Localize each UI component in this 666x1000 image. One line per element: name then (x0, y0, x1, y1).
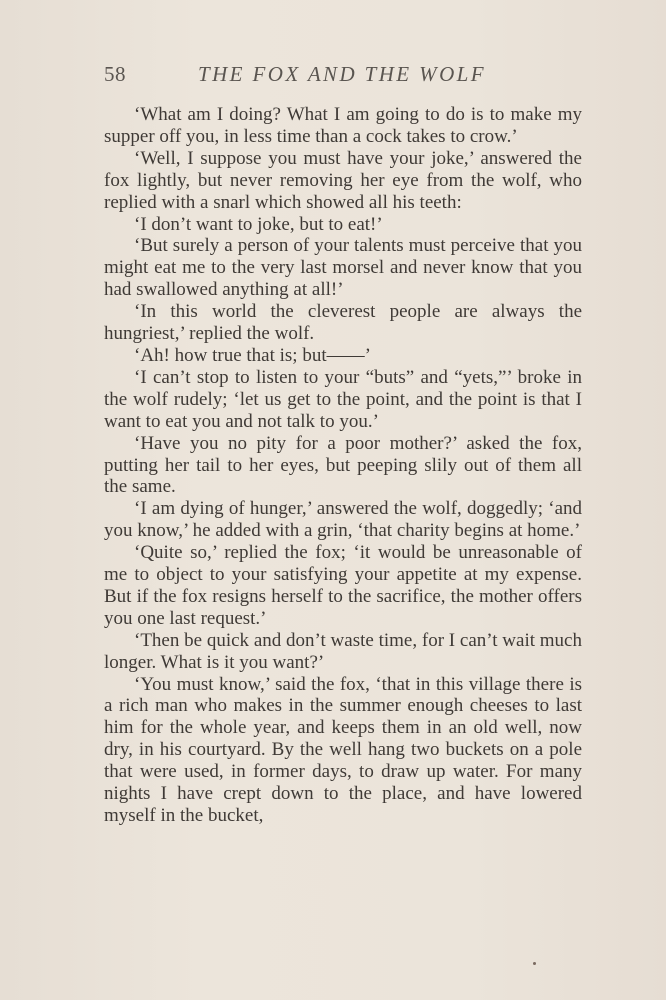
paragraph: ‘You must know,’ said the fox, ‘that in this village there is a rich man who makes in the summer enough cheeses to last him for the whole year, and keeps them in an old well, now dry, in his courtyard. By the well hang two buckets on a pole that were used, in former days, to draw up water. For many nights I have crept down to the place, and have lowered myself in the bucket, (104, 673, 582, 826)
paragraph: ‘But surely a person of your talents must perceive that you might eat me to the very last morsel and never know that you had swallowed anything at all!’ (104, 235, 582, 301)
ink-speck (533, 962, 536, 965)
paragraph: ‘Ah! how true that is; but——’ (134, 344, 371, 366)
paragraph: ‘I don’t want to joke, but to eat!’ (134, 213, 383, 235)
paragraph: ‘Well, I suppose you must have your joke,’ answered the fox lightly, but never removing her eye from the wolf, who replied with a snarl which showed all his teeth: (104, 147, 582, 213)
paragraph: ‘Then be quick and don’t waste time, for I can’t wait much longer. What is it you want?’ (104, 629, 582, 673)
paragraph: ‘What am I doing? What I am going to do is to make my supper off you, in less time than a cock takes to crow.’ (104, 104, 582, 147)
paragraph: ‘Have you no pity for a poor mother?’ asked the fox, putting her tail to her eyes, but peeping slily out of them all the same. (104, 432, 582, 498)
page-header (104, 62, 582, 92)
running-title: THE FOX AND THE WOLF (198, 62, 486, 86)
page-number: 58 (104, 62, 126, 86)
paragraph: ‘Quite so,’ replied the fox; ‘it would be unreasonable of me to object to your satisfying your appetite at my expense. But if the fox resigns herself to the sacrifice, the mother offers you one last request.’ (104, 542, 582, 629)
body-text (104, 104, 582, 827)
paragraph: ‘In this world the cleverest people are always the hungriest,’ replied the wolf. (104, 301, 582, 345)
paragraph: ‘I am dying of hunger,’ answered the wolf, doggedly; ‘and you know,’ he added with a grin, ‘that charity begins at home.’ (104, 498, 582, 542)
paragraph: ‘I can’t stop to listen to your “buts” and “yets,”’ broke in the wolf rudely; ‘let us get to the point, and the point is that I want to eat you and not talk to you.’ (104, 366, 582, 432)
